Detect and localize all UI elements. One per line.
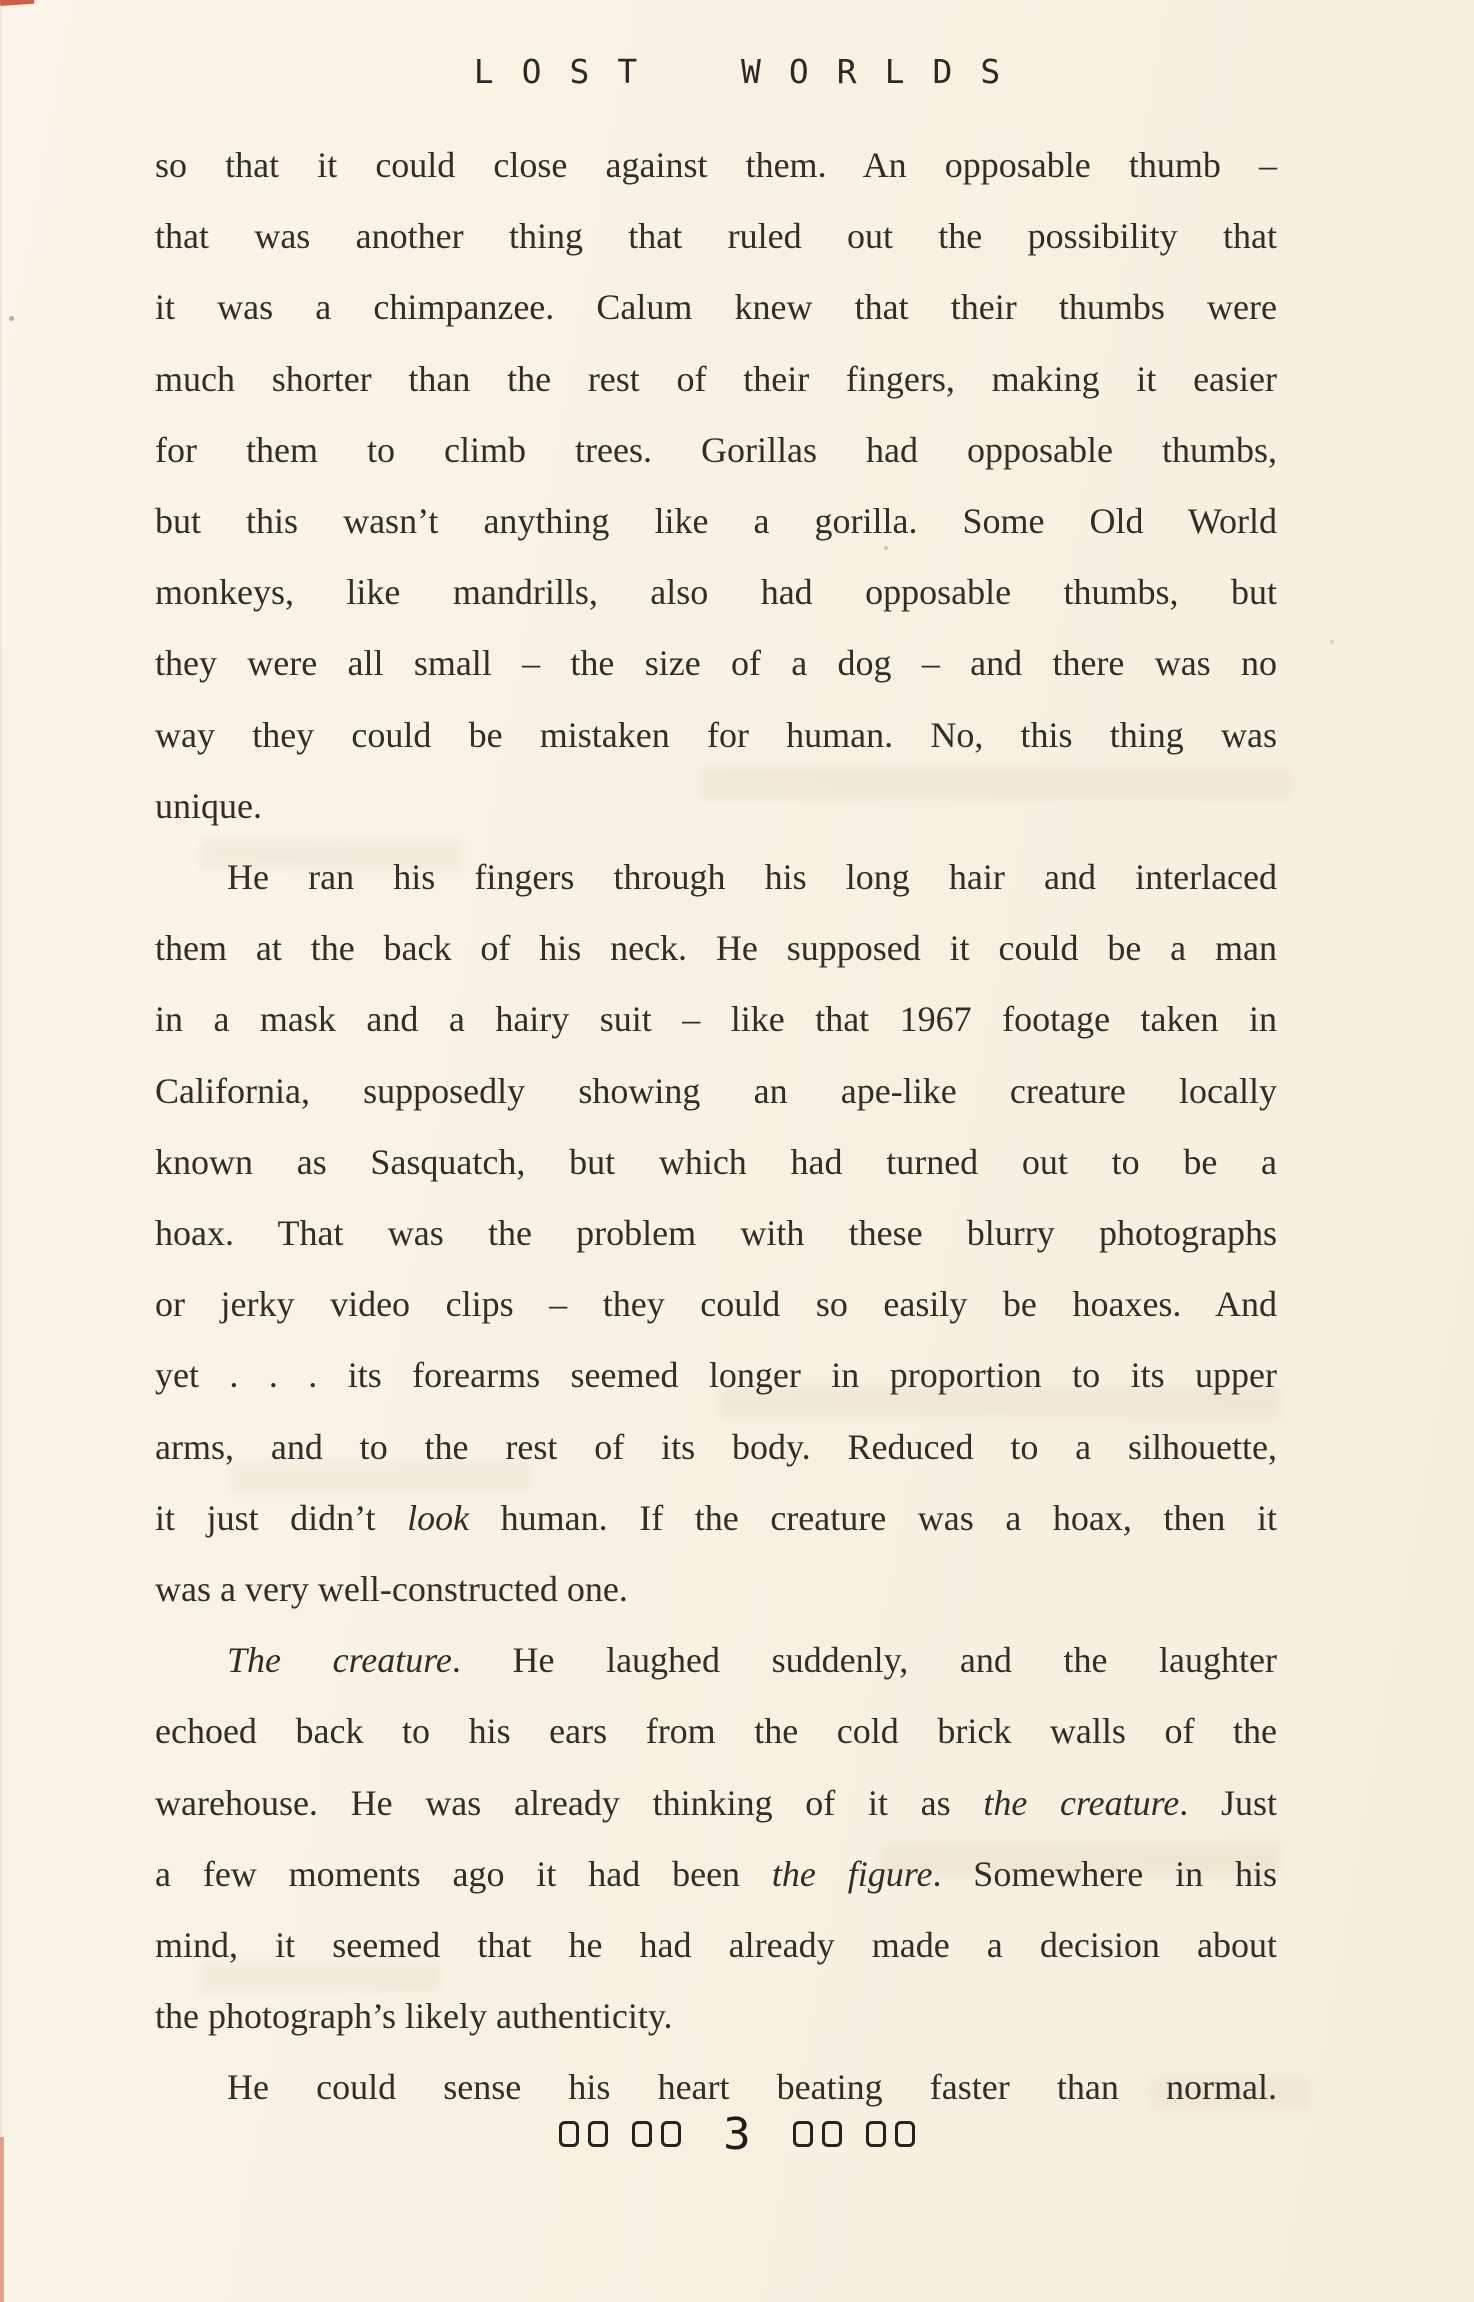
ornament-square-icon [661, 2121, 681, 2147]
text-line: echoed back to his ears from the cold brick walls of the [155, 1711, 1277, 1752]
text-line: monkeys, like mandrills, also had opposable thumbs, but [155, 572, 1277, 613]
text-line: California, supposedly showing an ape-like creature locally [155, 1070, 1277, 1111]
ornament-square-icon [793, 2121, 813, 2147]
text-line: the photograph’s likely authenticity. [155, 1996, 673, 2037]
text-line: a few moments ago it had been the figure. Somewhere in his [155, 1853, 1277, 1894]
running-header: LOST WORLDS [473, 52, 1029, 91]
text-line: for them to climb trees. Gorillas had opposable thumbs, [155, 429, 1277, 470]
ornament-square-icon [822, 2121, 842, 2147]
text-line: but this wasn’t anything like a gorilla. Some Old World [155, 501, 1277, 542]
text-line: so that it could close against them. An opposable thumb – [155, 145, 1277, 185]
text-line: He could sense his heart beating faster than normal. [227, 2067, 1277, 2108]
text-line: known as Sasquatch, but which had turned out to be a [155, 1141, 1277, 1182]
page-edge-line [0, 0, 2, 2302]
text-line: He ran his fingers through his long hair and interlaced [227, 857, 1277, 898]
ornament-square-icon [895, 2121, 915, 2147]
text-line: it just didn’t look human. If the creature was a hoax, then it [155, 1497, 1278, 1538]
red-edge-artifact-top [0, 0, 34, 6]
scan-speck [9, 316, 14, 321]
footer-ornament-pair [559, 2121, 608, 2147]
text-line: hoax. That was the problem with these blurry photographs [155, 1213, 1277, 1254]
page-text-block [155, 130, 1277, 2124]
text-line: them at the back of his neck. He supposed it could be a man [155, 928, 1277, 969]
ornament-square-icon [588, 2121, 608, 2147]
ornament-square-icon [559, 2121, 579, 2147]
footer-ornament-pair [866, 2121, 915, 2147]
text-line: much shorter than the rest of their fingers, making it easier [155, 358, 1277, 399]
text-line: in a mask and a hairy suit – like that 1967 footage taken in [155, 999, 1277, 1040]
ornament-square-icon [866, 2121, 886, 2147]
page-number: 3 [723, 2108, 751, 2160]
text-line: they were all small – the size of a dog – and there was no [155, 643, 1277, 684]
text-line: it was a chimpanzee. Calum knew that their thumbs were [155, 287, 1277, 328]
text-line: arms, and to the rest of its body. Reduced to a silhouette, [155, 1426, 1277, 1467]
text-line: The creature. He laughed suddenly, and the laughter [227, 1640, 1277, 1681]
ornament-square-icon [632, 2121, 652, 2147]
text-line: yet . . . its forearms seemed longer in proportion to its upper [155, 1355, 1277, 1396]
page-footer [0, 2104, 1474, 2164]
text-line: way they could be mistaken for human. No, this thing was [155, 714, 1277, 755]
footer-ornament-pair [793, 2121, 842, 2147]
text-line: that was another thing that ruled out the possibility that [155, 216, 1277, 257]
scan-speck [1330, 640, 1334, 644]
footer-ornament-pair [632, 2121, 681, 2147]
text-line: or jerky video clips – they could so easily be hoaxes. And [155, 1284, 1277, 1325]
text-line: mind, it seemed that he had already made a decision about [155, 1925, 1277, 1966]
text-line: warehouse. He was already thinking of it as the creature. Just [155, 1782, 1278, 1823]
text-line: was a very well-constructed one. [155, 1569, 628, 1610]
text-line: unique. [155, 785, 262, 826]
